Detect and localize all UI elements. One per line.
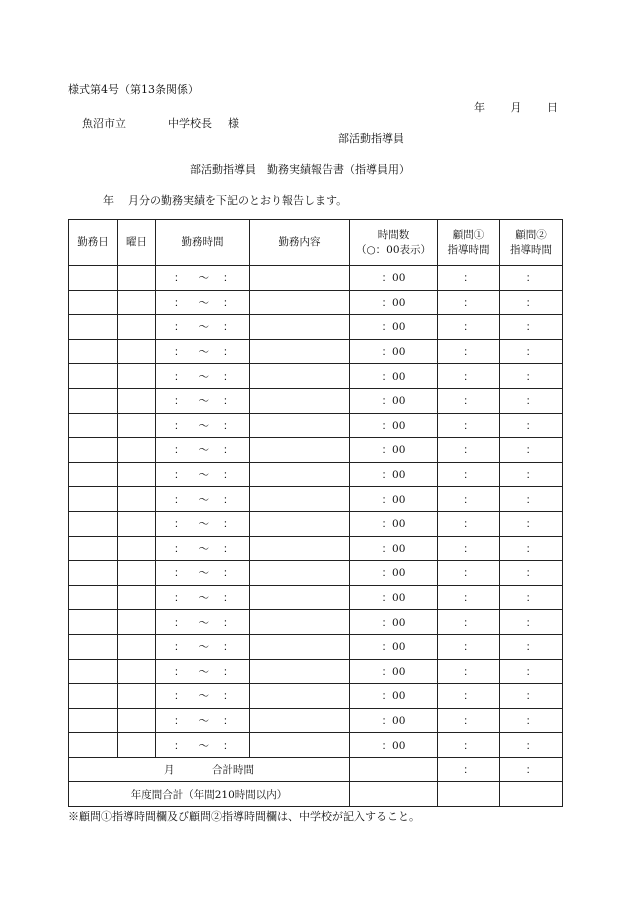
total-advisor1-cell[interactable]: ： bbox=[438, 757, 500, 782]
range-tilde: ～ bbox=[198, 272, 209, 285]
work-content-cell[interactable] bbox=[250, 339, 350, 364]
header-advisor1-line1: 顧問① bbox=[452, 228, 485, 241]
table-row bbox=[69, 290, 563, 315]
advisor2-time-cell[interactable]: ： bbox=[500, 364, 563, 389]
end-colon: ： bbox=[223, 592, 234, 605]
intro-line bbox=[103, 192, 347, 208]
hour-count-cell[interactable]: ：00 bbox=[350, 585, 438, 610]
hour-count-cell[interactable]: ：00 bbox=[350, 659, 438, 684]
addressee-school: 中学校長 bbox=[168, 117, 212, 130]
range-tilde: ～ bbox=[198, 518, 209, 531]
date-line bbox=[474, 99, 558, 115]
header-advisor2 bbox=[500, 220, 563, 266]
work-time-cell[interactable] bbox=[156, 438, 250, 463]
end-colon: ： bbox=[223, 370, 234, 383]
total-hours-label: 合計時間 bbox=[212, 764, 254, 777]
weekday-cell[interactable] bbox=[118, 413, 156, 438]
advisor1-time-cell[interactable]: ： bbox=[438, 659, 500, 684]
work-report-table bbox=[68, 219, 563, 807]
advisor1-time-cell[interactable]: ： bbox=[438, 487, 500, 512]
end-colon: ： bbox=[223, 493, 234, 506]
header-weekday: 曜日 bbox=[118, 220, 156, 266]
annual-total-row bbox=[69, 782, 563, 807]
advisor2-time-cell[interactable]: ： bbox=[500, 733, 563, 758]
work-time-cell[interactable] bbox=[156, 634, 250, 659]
start-colon: ： bbox=[174, 739, 185, 752]
advisor2-time-cell[interactable]: ： bbox=[500, 413, 563, 438]
work-content-cell[interactable] bbox=[250, 290, 350, 315]
addressee bbox=[82, 115, 239, 131]
work-time-cell[interactable] bbox=[156, 561, 250, 586]
end-colon: ： bbox=[223, 567, 234, 580]
header-advisor1-line2: 指導時間 bbox=[447, 243, 490, 256]
total-hours-cell[interactable] bbox=[350, 757, 438, 782]
end-colon: ： bbox=[223, 714, 234, 727]
form-number: 様式第4号（第13条関係） bbox=[68, 83, 199, 96]
work-content-cell[interactable] bbox=[250, 315, 350, 340]
work-time-cell[interactable] bbox=[156, 684, 250, 709]
table-row bbox=[69, 413, 563, 438]
work-content-cell[interactable] bbox=[250, 462, 350, 487]
end-colon: ： bbox=[223, 395, 234, 408]
month-total-label bbox=[69, 757, 350, 782]
work-time-cell[interactable] bbox=[156, 708, 250, 733]
addressee-honorific: 様 bbox=[228, 117, 239, 130]
start-colon: ： bbox=[174, 395, 185, 408]
end-colon: ： bbox=[223, 542, 234, 555]
end-colon: ： bbox=[223, 665, 234, 678]
range-tilde: ～ bbox=[198, 321, 209, 334]
work-content-cell[interactable] bbox=[250, 388, 350, 413]
advisor1-time-cell[interactable]: ： bbox=[438, 733, 500, 758]
work-content-cell[interactable] bbox=[250, 487, 350, 512]
hour-count-cell[interactable]: ：00 bbox=[350, 511, 438, 536]
table-row bbox=[69, 708, 563, 733]
work-time-cell[interactable] bbox=[156, 610, 250, 635]
hour-count-cell[interactable]: ：00 bbox=[350, 364, 438, 389]
hour-count-cell[interactable]: ：00 bbox=[350, 413, 438, 438]
table-row bbox=[69, 659, 563, 684]
hour-count-cell[interactable]: ：00 bbox=[350, 388, 438, 413]
work-time-cell[interactable] bbox=[156, 413, 250, 438]
range-tilde: ～ bbox=[198, 714, 209, 727]
start-colon: ： bbox=[174, 542, 185, 555]
start-colon: ： bbox=[174, 272, 185, 285]
start-colon: ： bbox=[174, 665, 185, 678]
header-advisor1 bbox=[438, 220, 500, 266]
table-row bbox=[69, 462, 563, 487]
header-hour-count-line2: （○：00表示） bbox=[355, 243, 432, 256]
range-tilde: ～ bbox=[198, 444, 209, 457]
work-date-cell[interactable] bbox=[69, 610, 118, 635]
work-content-cell[interactable] bbox=[250, 585, 350, 610]
advisor1-time-cell[interactable]: ： bbox=[438, 634, 500, 659]
range-tilde: ～ bbox=[198, 690, 209, 703]
work-time-cell[interactable] bbox=[156, 339, 250, 364]
advisor1-time-cell[interactable]: ： bbox=[438, 511, 500, 536]
work-time-cell[interactable] bbox=[156, 585, 250, 610]
start-colon: ： bbox=[174, 370, 185, 383]
footnote: ※顧問①指導時間欄及び顧問②指導時間欄は、中学校が記入すること。 bbox=[68, 810, 420, 823]
table-row bbox=[69, 364, 563, 389]
weekday-cell[interactable] bbox=[118, 733, 156, 758]
end-colon: ： bbox=[223, 739, 234, 752]
work-time-cell[interactable] bbox=[156, 659, 250, 684]
work-time-cell[interactable] bbox=[156, 266, 250, 291]
end-colon: ： bbox=[223, 321, 234, 334]
range-tilde: ～ bbox=[198, 370, 209, 383]
work-content-cell[interactable] bbox=[250, 364, 350, 389]
work-content-cell[interactable] bbox=[250, 536, 350, 561]
header-work-content: 勤務内容 bbox=[250, 220, 350, 266]
range-tilde: ～ bbox=[198, 641, 209, 654]
weekday-cell[interactable] bbox=[118, 266, 156, 291]
advisor1-time-cell[interactable]: ： bbox=[438, 610, 500, 635]
weekday-cell[interactable] bbox=[118, 610, 156, 635]
work-date-cell[interactable] bbox=[69, 388, 118, 413]
work-date-cell[interactable] bbox=[69, 585, 118, 610]
advisor1-time-cell[interactable]: ： bbox=[438, 413, 500, 438]
work-date-cell[interactable] bbox=[69, 511, 118, 536]
range-tilde: ～ bbox=[198, 395, 209, 408]
work-content-cell[interactable] bbox=[250, 733, 350, 758]
hour-count-cell[interactable]: ：00 bbox=[350, 684, 438, 709]
start-colon: ： bbox=[174, 714, 185, 727]
work-time-cell[interactable] bbox=[156, 536, 250, 561]
table-row bbox=[69, 561, 563, 586]
end-colon: ： bbox=[223, 518, 234, 531]
header-hour-count-line1: 時間数 bbox=[377, 228, 410, 241]
end-colon: ： bbox=[223, 641, 234, 654]
end-colon: ： bbox=[223, 444, 234, 457]
advisor2-time-cell[interactable]: ： bbox=[500, 438, 563, 463]
advisor1-time-cell[interactable]: ： bbox=[438, 364, 500, 389]
start-colon: ： bbox=[174, 296, 185, 309]
header-hour-count bbox=[350, 220, 438, 266]
start-colon: ： bbox=[174, 493, 185, 506]
date-month: 月 bbox=[510, 101, 522, 114]
table-row bbox=[69, 388, 563, 413]
range-tilde: ～ bbox=[198, 542, 209, 555]
start-colon: ： bbox=[174, 419, 185, 432]
work-date-cell[interactable] bbox=[69, 536, 118, 561]
table-row bbox=[69, 684, 563, 709]
advisor2-time-cell[interactable]: ： bbox=[500, 462, 563, 487]
end-colon: ： bbox=[223, 272, 234, 285]
start-colon: ： bbox=[174, 469, 185, 482]
work-time-cell[interactable] bbox=[156, 462, 250, 487]
advisor2-time-cell[interactable]: ： bbox=[500, 266, 563, 291]
weekday-cell[interactable] bbox=[118, 290, 156, 315]
advisor2-time-cell[interactable]: ： bbox=[500, 634, 563, 659]
total-advisor2-cell[interactable]: ： bbox=[500, 757, 563, 782]
table-row bbox=[69, 266, 563, 291]
table-header-row bbox=[69, 220, 563, 266]
hour-count-cell[interactable]: ：00 bbox=[350, 561, 438, 586]
advisor1-time-cell[interactable]: ： bbox=[438, 290, 500, 315]
work-content-cell[interactable] bbox=[250, 610, 350, 635]
weekday-cell[interactable] bbox=[118, 536, 156, 561]
work-content-cell[interactable] bbox=[250, 266, 350, 291]
advisor2-time-cell[interactable]: ： bbox=[500, 708, 563, 733]
start-colon: ： bbox=[174, 444, 185, 457]
work-time-cell[interactable] bbox=[156, 290, 250, 315]
advisor1-time-cell[interactable]: ： bbox=[438, 315, 500, 340]
table-row bbox=[69, 733, 563, 758]
advisor1-time-cell[interactable]: ： bbox=[438, 561, 500, 586]
hour-count-cell[interactable]: ：00 bbox=[350, 462, 438, 487]
hour-count-cell[interactable]: ：00 bbox=[350, 290, 438, 315]
work-time-cell[interactable] bbox=[156, 315, 250, 340]
work-date-cell[interactable] bbox=[69, 634, 118, 659]
document-title: 部活動指導員 勤務実績報告書（指導員用） bbox=[190, 163, 410, 176]
table-row bbox=[69, 438, 563, 463]
header-advisor2-line2: 指導時間 bbox=[510, 243, 552, 256]
header-advisor2-line1: 顧問② bbox=[515, 228, 547, 241]
weekday-cell[interactable] bbox=[118, 339, 156, 364]
advisor2-time-cell[interactable]: ： bbox=[500, 388, 563, 413]
advisor2-time-cell[interactable]: ： bbox=[500, 585, 563, 610]
work-content-cell[interactable] bbox=[250, 561, 350, 586]
table-row bbox=[69, 487, 563, 512]
range-tilde: ～ bbox=[198, 419, 209, 432]
work-date-cell[interactable] bbox=[69, 290, 118, 315]
weekday-cell[interactable] bbox=[118, 364, 156, 389]
work-content-cell[interactable] bbox=[250, 438, 350, 463]
hour-count-cell[interactable]: ：00 bbox=[350, 733, 438, 758]
weekday-cell[interactable] bbox=[118, 487, 156, 512]
start-colon: ： bbox=[174, 641, 185, 654]
advisor2-time-cell[interactable]: ： bbox=[500, 290, 563, 315]
advisor2-time-cell[interactable]: ： bbox=[500, 511, 563, 536]
work-content-cell[interactable] bbox=[250, 684, 350, 709]
range-tilde: ～ bbox=[198, 296, 209, 309]
work-date-cell[interactable] bbox=[69, 462, 118, 487]
work-date-cell[interactable] bbox=[69, 339, 118, 364]
work-date-cell[interactable] bbox=[69, 364, 118, 389]
advisor2-time-cell[interactable]: ： bbox=[500, 315, 563, 340]
table-row bbox=[69, 610, 563, 635]
advisor2-time-cell[interactable]: ： bbox=[500, 684, 563, 709]
work-date-cell[interactable] bbox=[69, 487, 118, 512]
range-tilde: ～ bbox=[198, 346, 209, 359]
end-colon: ： bbox=[223, 690, 234, 703]
advisor1-time-cell[interactable]: ： bbox=[438, 536, 500, 561]
hour-count-cell[interactable]: ：00 bbox=[350, 610, 438, 635]
weekday-cell[interactable] bbox=[118, 462, 156, 487]
start-colon: ： bbox=[174, 592, 185, 605]
end-colon: ： bbox=[223, 419, 234, 432]
date-year: 年 bbox=[474, 101, 485, 114]
weekday-cell[interactable] bbox=[118, 708, 156, 733]
advisor1-time-cell[interactable]: ： bbox=[438, 266, 500, 291]
weekday-cell[interactable] bbox=[118, 585, 156, 610]
work-date-cell[interactable] bbox=[69, 708, 118, 733]
hour-count-cell[interactable]: ：00 bbox=[350, 536, 438, 561]
hour-count-cell[interactable]: ：00 bbox=[350, 708, 438, 733]
work-content-cell[interactable] bbox=[250, 708, 350, 733]
range-tilde: ～ bbox=[198, 616, 209, 629]
range-tilde: ～ bbox=[198, 493, 209, 506]
advisor2-time-cell[interactable]: ： bbox=[500, 487, 563, 512]
table-row bbox=[69, 634, 563, 659]
weekday-cell[interactable] bbox=[118, 388, 156, 413]
work-content-cell[interactable] bbox=[250, 413, 350, 438]
annual-total-label: 年度間合計（年間210時間以内） bbox=[69, 782, 350, 807]
advisor1-time-cell[interactable]: ： bbox=[438, 708, 500, 733]
start-colon: ： bbox=[174, 616, 185, 629]
work-time-cell[interactable] bbox=[156, 388, 250, 413]
hour-count-cell[interactable]: ：00 bbox=[350, 487, 438, 512]
advisor1-time-cell[interactable]: ： bbox=[438, 462, 500, 487]
work-date-cell[interactable] bbox=[69, 561, 118, 586]
hour-count-cell[interactable]: ：00 bbox=[350, 315, 438, 340]
work-date-cell[interactable] bbox=[69, 315, 118, 340]
end-colon: ： bbox=[223, 296, 234, 309]
advisor2-time-cell[interactable]: ： bbox=[500, 339, 563, 364]
work-date-cell[interactable] bbox=[69, 438, 118, 463]
end-colon: ： bbox=[223, 616, 234, 629]
table-row bbox=[69, 339, 563, 364]
weekday-cell[interactable] bbox=[118, 659, 156, 684]
date-day: 日 bbox=[547, 101, 558, 114]
advisor2-time-cell[interactable]: ： bbox=[500, 610, 563, 635]
advisor1-time-cell[interactable]: ： bbox=[438, 339, 500, 364]
work-content-cell[interactable] bbox=[250, 659, 350, 684]
weekday-cell[interactable] bbox=[118, 561, 156, 586]
hour-count-cell[interactable]: ：00 bbox=[350, 438, 438, 463]
weekday-cell[interactable] bbox=[118, 634, 156, 659]
work-time-cell[interactable] bbox=[156, 511, 250, 536]
range-tilde: ～ bbox=[198, 739, 209, 752]
hour-count-cell[interactable]: ：00 bbox=[350, 266, 438, 291]
total-row bbox=[69, 757, 563, 782]
sender: 部活動指導員 bbox=[338, 132, 404, 145]
work-content-cell[interactable] bbox=[250, 634, 350, 659]
header-work-hours: 勤務時間 bbox=[156, 220, 250, 266]
intro-text: 月分の勤務実績を下記のとおり報告します。 bbox=[128, 194, 348, 207]
work-content-cell[interactable] bbox=[250, 511, 350, 536]
start-colon: ： bbox=[174, 690, 185, 703]
weekday-cell[interactable] bbox=[118, 684, 156, 709]
weekday-cell[interactable] bbox=[118, 438, 156, 463]
intro-year: 年 bbox=[103, 194, 114, 207]
start-colon: ： bbox=[174, 321, 185, 334]
start-colon: ： bbox=[174, 518, 185, 531]
end-colon: ： bbox=[223, 346, 234, 359]
advisor2-time-cell[interactable]: ： bbox=[500, 659, 563, 684]
annual-advisor2-cell[interactable] bbox=[500, 782, 563, 807]
advisor2-time-cell[interactable]: ： bbox=[500, 561, 563, 586]
range-tilde: ～ bbox=[198, 469, 209, 482]
work-time-cell[interactable] bbox=[156, 733, 250, 758]
work-date-cell[interactable] bbox=[69, 266, 118, 291]
weekday-cell[interactable] bbox=[118, 315, 156, 340]
advisor1-time-cell[interactable]: ： bbox=[438, 684, 500, 709]
range-tilde: ～ bbox=[198, 665, 209, 678]
work-time-cell[interactable] bbox=[156, 364, 250, 389]
table-row bbox=[69, 585, 563, 610]
total-month: 月 bbox=[164, 764, 175, 777]
range-tilde: ～ bbox=[198, 567, 209, 580]
header-date: 勤務日 bbox=[69, 220, 118, 266]
work-date-cell[interactable] bbox=[69, 733, 118, 758]
advisor1-time-cell[interactable]: ： bbox=[438, 585, 500, 610]
advisor1-time-cell[interactable]: ： bbox=[438, 388, 500, 413]
table-row bbox=[69, 315, 563, 340]
annual-total-cell[interactable] bbox=[350, 782, 438, 807]
work-date-cell[interactable] bbox=[69, 413, 118, 438]
start-colon: ： bbox=[174, 567, 185, 580]
addressee-city: 魚沼市立 bbox=[82, 117, 126, 130]
advisor1-time-cell[interactable]: ： bbox=[438, 438, 500, 463]
table-row bbox=[69, 536, 563, 561]
work-date-cell[interactable] bbox=[69, 659, 118, 684]
start-colon: ： bbox=[174, 346, 185, 359]
work-date-cell[interactable] bbox=[69, 684, 118, 709]
end-colon: ： bbox=[223, 469, 234, 482]
advisor2-time-cell[interactable]: ： bbox=[500, 536, 563, 561]
weekday-cell[interactable] bbox=[118, 511, 156, 536]
work-time-cell[interactable] bbox=[156, 487, 250, 512]
range-tilde: ～ bbox=[198, 592, 209, 605]
annual-advisor1-cell[interactable] bbox=[438, 782, 500, 807]
table-row bbox=[69, 511, 563, 536]
hour-count-cell[interactable]: ：00 bbox=[350, 339, 438, 364]
hour-count-cell[interactable]: ：00 bbox=[350, 634, 438, 659]
